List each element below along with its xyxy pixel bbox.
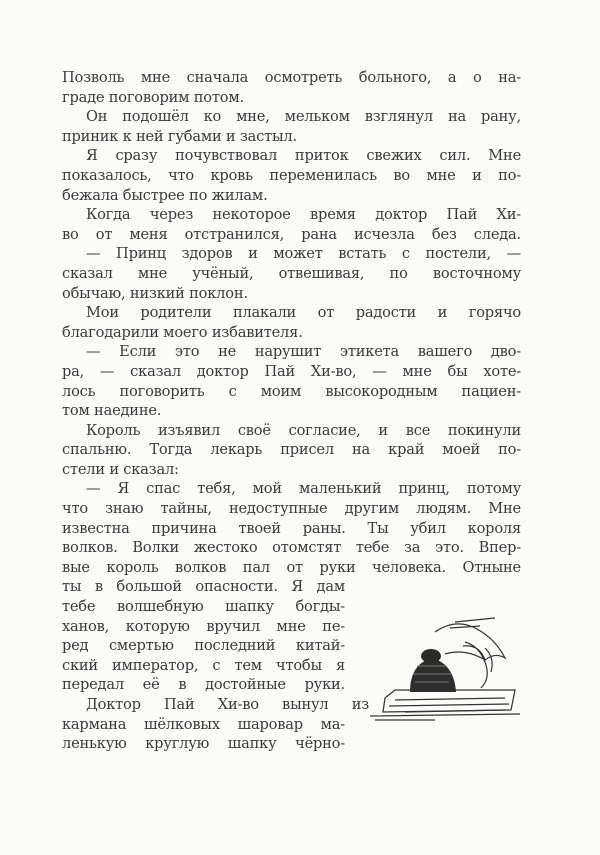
cap-illustration [365,612,525,724]
text-line: лось поговорить с моим высокородным пациен- [62,382,521,400]
text-line: ра, — сказал доктор Пай Хи-во, — мне бы хоте- [62,362,521,380]
text-line: благодарили моего избавителя. [62,323,303,341]
text-line: во от меня отстранился, рана исчезла без следа. [62,225,521,243]
text-line: ленькую круглую шапку чёрно- [62,735,345,753]
text-line: что знаю тайны, недоступные другим людям. Мне [62,500,521,518]
text-line: ред смертью последний китай- [62,637,345,655]
text-line: — Принц здоров и может встать с постели, — [86,245,521,263]
text-line: известна причина твоей раны. Ты убил короля [62,519,521,537]
text-line: Мои родители плакали от радости и горячо [86,304,521,322]
text-line: ты в большой опасности. Я дам [62,578,345,596]
text-line: Король изъявил своё согласие, и все покинули [86,421,521,439]
text-line: приник к ней губами и застыл. [62,127,297,145]
text-line: Я сразу почувствовал приток свежих сил. Мне [86,147,521,165]
text-line: том наедине. [62,402,162,420]
text-line: обычаю, низкий поклон. [62,284,248,302]
text-line: Он подошёл ко мне, мельком взглянул на рану, [86,108,521,126]
text-line: спальню. Тогда лекарь присел на край моей по- [62,441,521,459]
text-line: передал её в достойные руки. [62,676,345,694]
text-line: кармана шёлковых шаровар ма- [62,715,345,733]
text-line: волков. Волки жестоко отомстят тебе за это. Впер- [62,539,521,557]
text-line: бежала быстрее по жилам. [62,186,268,204]
text-line: — Если это не нарушит этикета вашего дво- [86,343,521,361]
text-line: стели и сказал: [62,460,179,478]
text-line: граде поговорим потом. [62,88,244,106]
text-line: вые король волков пал от руки человека. Отныне [62,558,521,576]
text-line: Позволь мне сначала осмотреть больного, а о на- [62,69,521,86]
text-line: Когда через некоторое время доктор Пай Хи- [86,206,521,224]
text-line: Доктор Пай Хи-во вынул из [86,696,369,713]
text-line: ский император, с тем чтобы я [62,656,345,674]
text-line: ханов, которую вручил мне пе- [62,617,345,635]
text-line: показалось, что кровь переменилась во мне и по- [62,166,521,184]
text-line: сказал мне учёный, отвешивая, по восточному [62,264,521,282]
text-line: — Я спас тебя, мой маленький принц, потому [86,480,521,498]
text-line: тебе волшебную шапку богды- [62,598,345,616]
